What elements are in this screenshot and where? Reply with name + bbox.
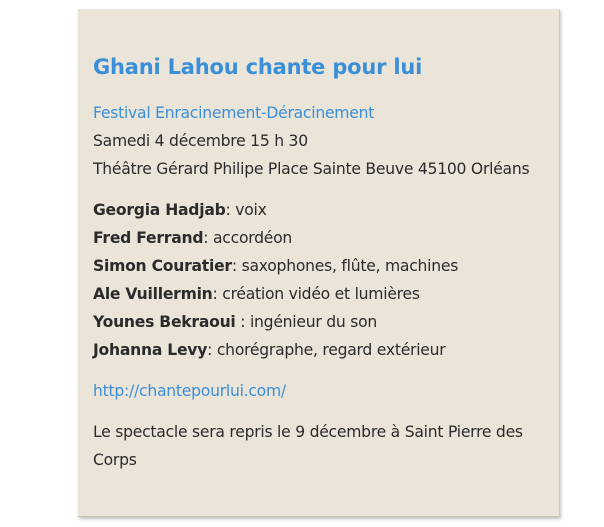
credit-name: Ale Vuillermin [93, 285, 213, 303]
credit-separator: : [225, 201, 236, 219]
credit-name: Fred Ferrand [93, 229, 204, 247]
credit-separator: : [207, 341, 217, 359]
website-link[interactable]: http://chantepourlui.com/ [93, 382, 286, 400]
credit-name: Johanna Levy [93, 341, 208, 359]
website-block [93, 377, 547, 405]
event-date: Samedi 4 décembre 15 h 30 [93, 132, 308, 150]
credit-item [93, 308, 547, 336]
credit-separator: : [203, 229, 213, 247]
event-venue: Théâtre Gérard Philipe Place Sainte Beuve 45100 Orléans [93, 160, 530, 178]
credit-role: saxophones, flûte, machines [241, 257, 459, 275]
credit-item [93, 196, 547, 224]
credit-role: création vidéo et lumières [222, 285, 420, 303]
credit-name: Younes Bekraoui [93, 313, 236, 331]
festival-link[interactable]: Festival Enracinement-Déracinement [93, 104, 375, 122]
credit-separator: : [235, 313, 250, 331]
credit-name: Simon Couratier [93, 257, 232, 275]
event-info [93, 99, 547, 183]
credit-role: chorégraphe, regard extérieur [216, 341, 446, 359]
credit-role: ingénieur du son [249, 313, 378, 331]
credit-role: accordéon [213, 229, 293, 247]
event-title: Ghani Lahou chante pour lui [93, 55, 423, 79]
credit-item [93, 224, 547, 252]
credit-item [93, 252, 547, 280]
credit-item [93, 280, 547, 308]
credits-list [93, 196, 547, 364]
event-card [78, 9, 560, 517]
credit-name: Georgia Hadjab [93, 201, 226, 219]
credit-role: voix [235, 201, 267, 219]
credit-separator: : [231, 257, 242, 275]
rerun-note: Le spectacle sera repris le 9 décembre à Saint Pierre des Corps [93, 423, 523, 469]
credit-separator: : [212, 285, 223, 303]
credit-item [93, 336, 547, 364]
